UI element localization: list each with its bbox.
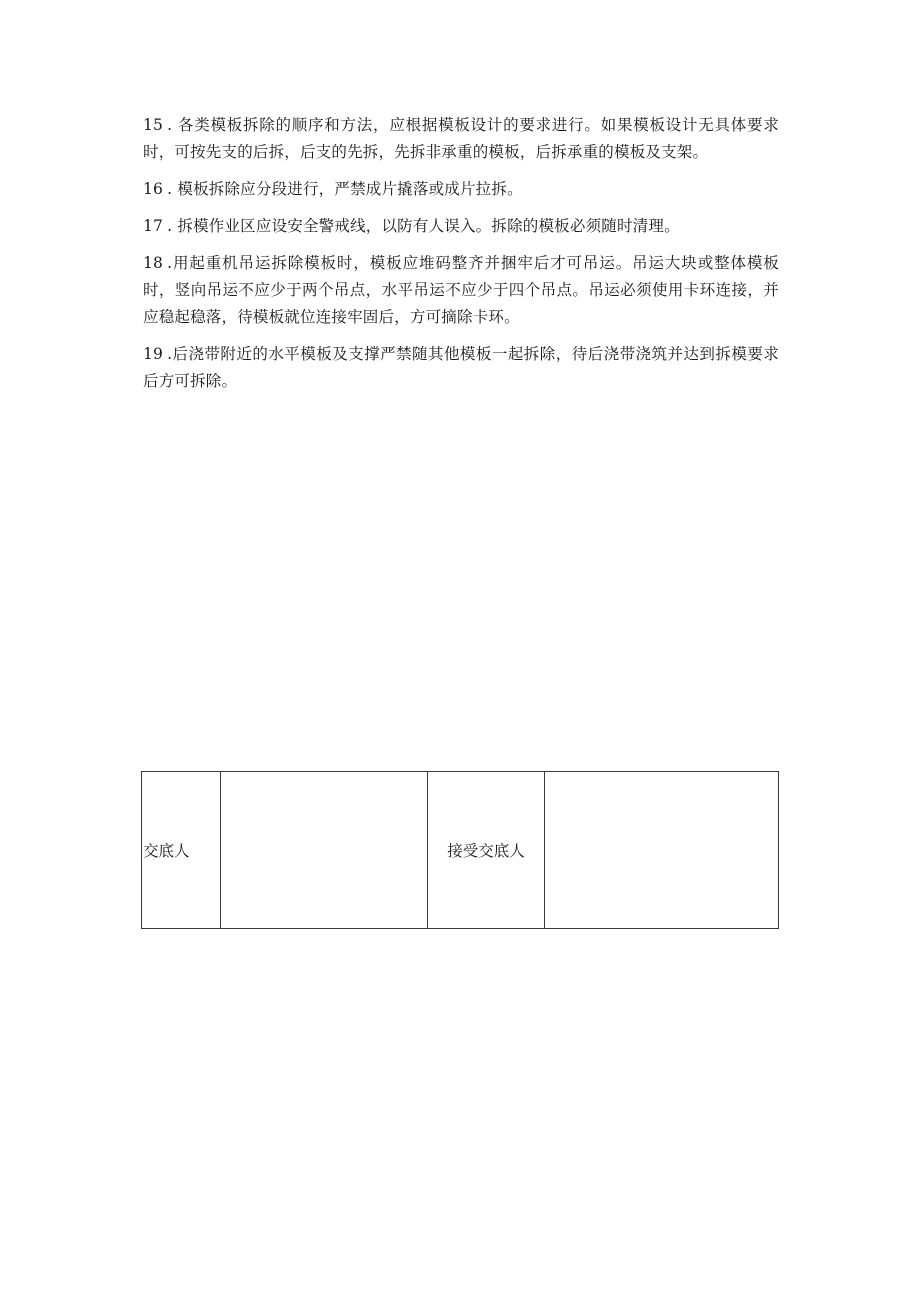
clause-19 bbox=[143, 341, 779, 395]
discloser-signature-cell[interactable] bbox=[221, 772, 428, 929]
discloser-label: 交底人 bbox=[142, 772, 221, 929]
clause-15 bbox=[143, 112, 779, 166]
clause-number: 17 bbox=[143, 217, 164, 235]
receiver-signature-cell[interactable] bbox=[545, 772, 779, 929]
signature-row bbox=[142, 772, 779, 929]
receiver-label: 接受交底人 bbox=[428, 772, 545, 929]
clause-number: 16 bbox=[143, 180, 164, 198]
clause-number: 18 bbox=[143, 254, 164, 272]
clause-text: .后浇带附近的水平模板及支撑严禁随其他模板一起拆除，待后浇带浇筑并达到拆模要求后方可拆除。 bbox=[143, 345, 779, 390]
clause-text: . 拆模作业区应设安全警戒线，以防有人误入。拆除的模板必须随时清理。 bbox=[167, 217, 680, 235]
clause-text: . 模板拆除应分段进行，严禁成片撬落或成片拉拆。 bbox=[167, 180, 523, 198]
clause-text: . 各类模板拆除的顺序和方法，应根据模板设计的要求进行。如果模板设计无具体要求时，可按先支的后拆，后支的先拆，先拆非承重的模板，后拆承重的模板及支架。 bbox=[143, 116, 779, 161]
signature-table bbox=[141, 771, 779, 929]
clause-number: 19 bbox=[143, 345, 164, 363]
clause-18 bbox=[143, 250, 779, 331]
clause-17 bbox=[143, 213, 779, 240]
clause-text: .用起重机吊运拆除模板时，模板应堆码整齐并捆牢后才可吊运。吊运大块或整体模板时，竖向吊运不应少于两个吊点，水平吊运不应少于四个吊点。吊运必须使用卡环连接，并应稳起稳落，待模板就位连接牢固后，方可摘除卡环。 bbox=[143, 254, 779, 326]
document-body bbox=[143, 112, 779, 405]
clause-number: 15 bbox=[143, 116, 164, 134]
clause-16 bbox=[143, 176, 779, 203]
